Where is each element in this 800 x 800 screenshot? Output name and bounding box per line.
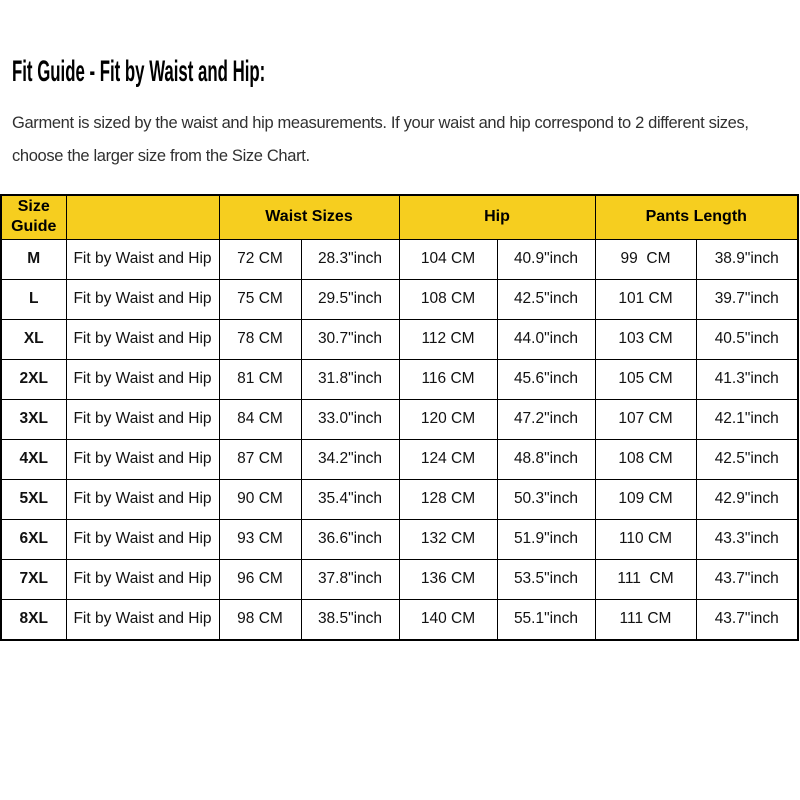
table-row	[1, 599, 798, 640]
hip-cm-cell: 132 CM	[399, 519, 497, 559]
col-header-fit-blank	[66, 195, 219, 240]
hip-cm-cell: 140 CM	[399, 599, 497, 640]
fit-cell: Fit by Waist and Hip	[66, 319, 219, 359]
fit-cell: Fit by Waist and Hip	[66, 279, 219, 319]
hip-inch-cell: 53.5"inch	[497, 559, 595, 599]
waist-cm-cell: 96 CM	[219, 559, 301, 599]
hip-inch-cell: 42.5"inch	[497, 279, 595, 319]
size-cell: 3XL	[1, 399, 66, 439]
waist-cm-cell: 84 CM	[219, 399, 301, 439]
length-cm-cell: 107 CM	[595, 399, 696, 439]
hip-cm-cell: 124 CM	[399, 439, 497, 479]
waist-inch-cell: 36.6"inch	[301, 519, 399, 559]
waist-cm-cell: 93 CM	[219, 519, 301, 559]
fit-guide-description: Garment is sized by the waist and hip measurements. If your waist and hip correspond to 2 different sizes, choose the larger size from the Size Chart.	[12, 113, 749, 165]
length-inch-cell: 42.1"inch	[696, 399, 798, 439]
length-inch-cell: 38.9"inch	[696, 239, 798, 279]
hip-inch-cell: 44.0"inch	[497, 319, 595, 359]
size-cell: 4XL	[1, 439, 66, 479]
length-cm-cell: 99 CM	[595, 239, 696, 279]
waist-inch-cell: 33.0"inch	[301, 399, 399, 439]
length-cm-cell: 111 CM	[595, 559, 696, 599]
length-cm-cell: 103 CM	[595, 319, 696, 359]
waist-cm-cell: 98 CM	[219, 599, 301, 640]
size-chart-table	[0, 194, 799, 641]
length-cm-cell: 110 CM	[595, 519, 696, 559]
hip-cm-cell: 104 CM	[399, 239, 497, 279]
size-cell: 5XL	[1, 479, 66, 519]
table-row	[1, 319, 798, 359]
length-inch-cell: 42.5"inch	[696, 439, 798, 479]
size-cell: 6XL	[1, 519, 66, 559]
fit-cell: Fit by Waist and Hip	[66, 599, 219, 640]
fit-cell: Fit by Waist and Hip	[66, 519, 219, 559]
size-cell: 8XL	[1, 599, 66, 640]
fit-cell: Fit by Waist and Hip	[66, 399, 219, 439]
hip-cm-cell: 128 CM	[399, 479, 497, 519]
hip-inch-cell: 48.8"inch	[497, 439, 595, 479]
length-cm-cell: 105 CM	[595, 359, 696, 399]
size-table-body	[1, 239, 798, 640]
table-row	[1, 399, 798, 439]
waist-inch-cell: 31.8"inch	[301, 359, 399, 399]
length-inch-cell: 43.3"inch	[696, 519, 798, 559]
waist-inch-cell: 29.5"inch	[301, 279, 399, 319]
hip-inch-cell: 51.9"inch	[497, 519, 595, 559]
hip-cm-cell: 136 CM	[399, 559, 497, 599]
hip-cm-cell: 108 CM	[399, 279, 497, 319]
waist-cm-cell: 90 CM	[219, 479, 301, 519]
table-row	[1, 479, 798, 519]
hip-cm-cell: 116 CM	[399, 359, 497, 399]
size-cell: 2XL	[1, 359, 66, 399]
col-header-size-guide: Size Guide	[1, 195, 66, 240]
length-inch-cell: 39.7"inch	[696, 279, 798, 319]
size-chart-header	[1, 195, 798, 240]
waist-cm-cell: 72 CM	[219, 239, 301, 279]
table-row	[1, 439, 798, 479]
table-row	[1, 279, 798, 319]
hip-cm-cell: 112 CM	[399, 319, 497, 359]
waist-inch-cell: 38.5"inch	[301, 599, 399, 640]
length-cm-cell: 101 CM	[595, 279, 696, 319]
header-row	[1, 195, 798, 240]
waist-inch-cell: 35.4"inch	[301, 479, 399, 519]
table-row	[1, 559, 798, 599]
page-title: Fit Guide - Fit by Waist and Hip:	[12, 55, 266, 88]
size-cell: M	[1, 239, 66, 279]
hip-inch-cell: 47.2"inch	[497, 399, 595, 439]
table-row	[1, 519, 798, 559]
length-inch-cell: 40.5"inch	[696, 319, 798, 359]
fit-cell: Fit by Waist and Hip	[66, 239, 219, 279]
waist-cm-cell: 81 CM	[219, 359, 301, 399]
hip-inch-cell: 55.1"inch	[497, 599, 595, 640]
col-header-waist-sizes: Waist Sizes	[219, 195, 399, 240]
length-cm-cell: 108 CM	[595, 439, 696, 479]
length-inch-cell: 43.7"inch	[696, 559, 798, 599]
fit-cell: Fit by Waist and Hip	[66, 479, 219, 519]
size-cell: L	[1, 279, 66, 319]
size-cell: 7XL	[1, 559, 66, 599]
hip-cm-cell: 120 CM	[399, 399, 497, 439]
waist-cm-cell: 75 CM	[219, 279, 301, 319]
waist-cm-cell: 78 CM	[219, 319, 301, 359]
hip-inch-cell: 45.6"inch	[497, 359, 595, 399]
length-inch-cell: 42.9"inch	[696, 479, 798, 519]
fit-cell: Fit by Waist and Hip	[66, 439, 219, 479]
waist-inch-cell: 34.2"inch	[301, 439, 399, 479]
waist-cm-cell: 87 CM	[219, 439, 301, 479]
waist-inch-cell: 28.3"inch	[301, 239, 399, 279]
fit-cell: Fit by Waist and Hip	[66, 559, 219, 599]
size-cell: XL	[1, 319, 66, 359]
length-cm-cell: 109 CM	[595, 479, 696, 519]
waist-inch-cell: 30.7"inch	[301, 319, 399, 359]
length-inch-cell: 43.7"inch	[696, 599, 798, 640]
waist-inch-cell: 37.8"inch	[301, 559, 399, 599]
col-header-hip: Hip	[399, 195, 595, 240]
table-row	[1, 359, 798, 399]
length-cm-cell: 111 CM	[595, 599, 696, 640]
fit-cell: Fit by Waist and Hip	[66, 359, 219, 399]
col-header-pants-length: Pants Length	[595, 195, 798, 240]
length-inch-cell: 41.3"inch	[696, 359, 798, 399]
table-row	[1, 239, 798, 279]
hip-inch-cell: 40.9"inch	[497, 239, 595, 279]
hip-inch-cell: 50.3"inch	[497, 479, 595, 519]
